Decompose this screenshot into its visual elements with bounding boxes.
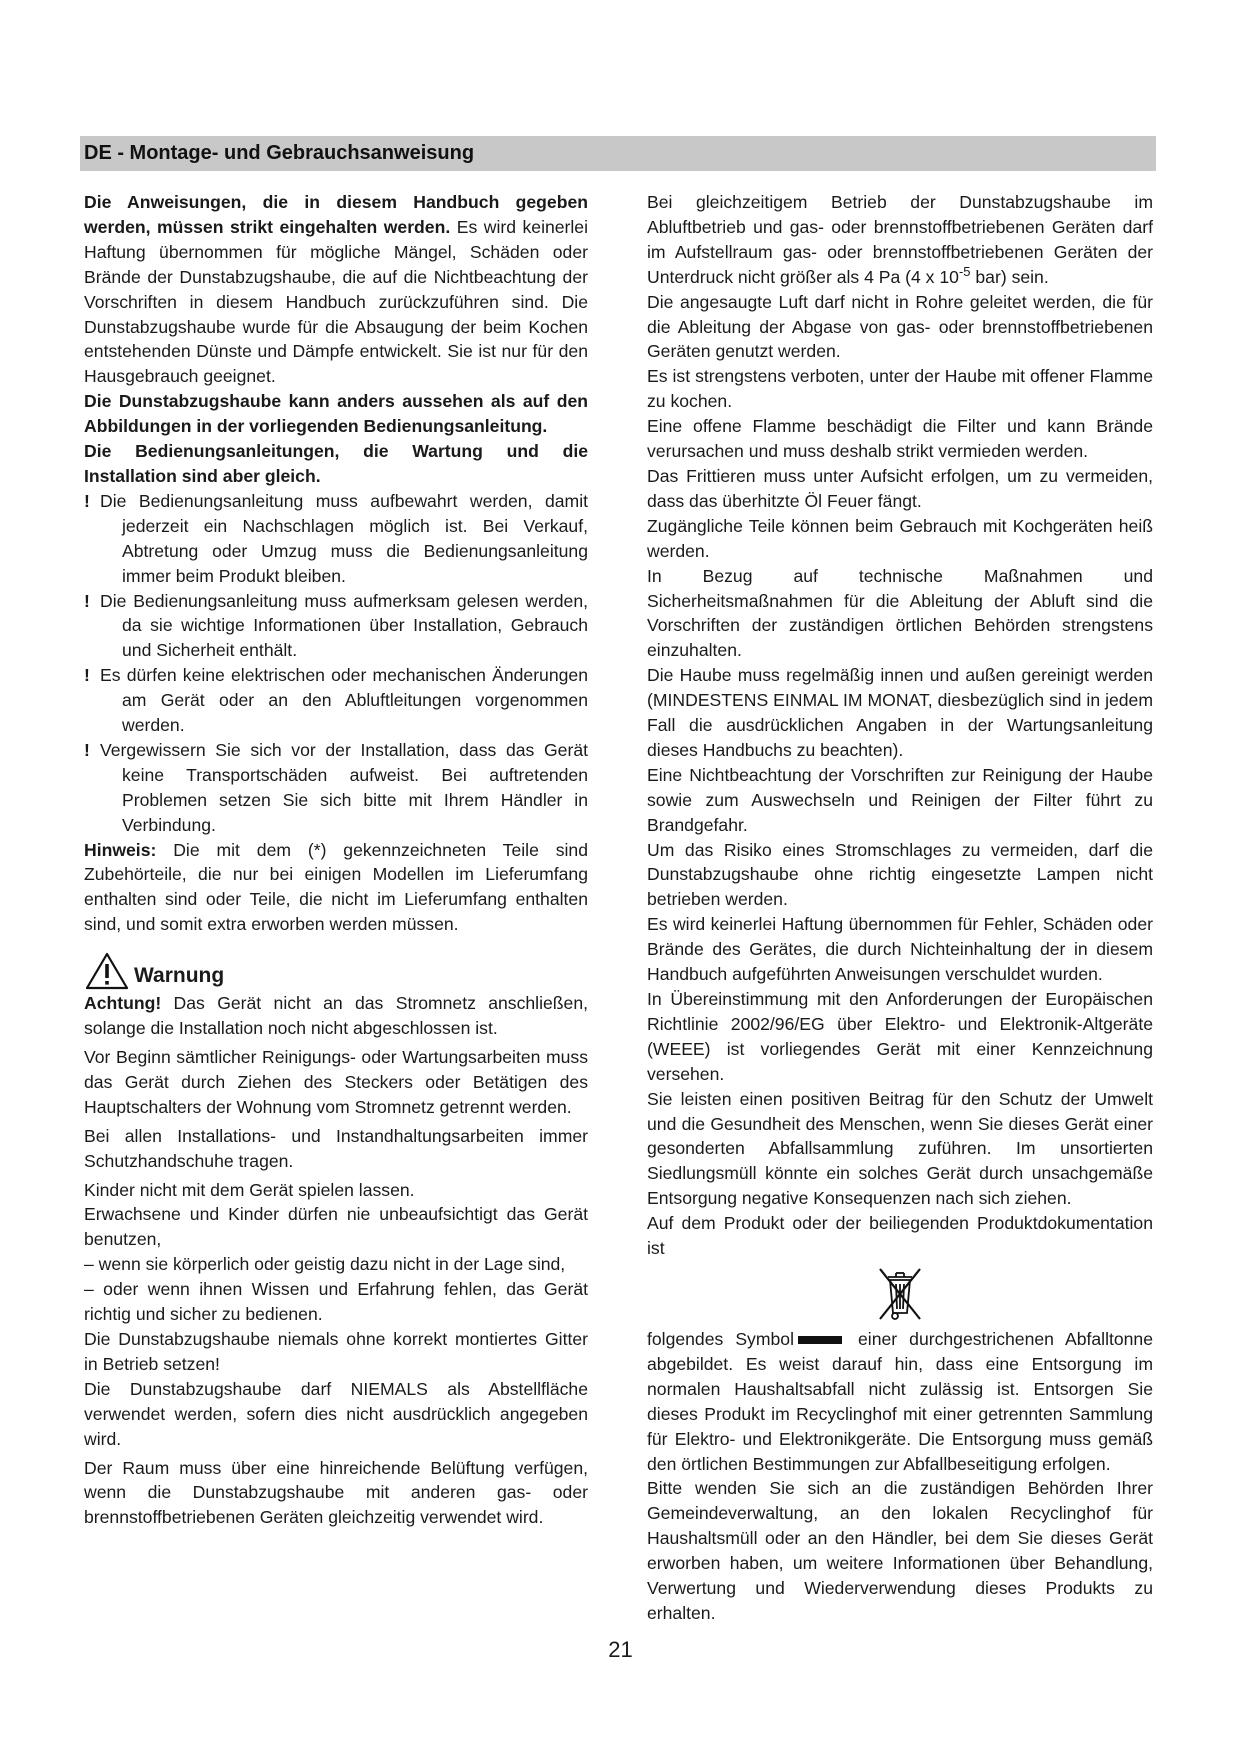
paragraph: Erwachsene und Kinder dürfen nie unbeaufsichtigt das Gerät benutzen,	[84, 1204, 588, 1250]
paragraph: Kinder nicht mit dem Gerät spielen lassen.	[84, 1179, 415, 1200]
right-column	[647, 190, 1153, 1626]
symbol-bar-icon	[798, 1336, 842, 1344]
warning-title: Warnung	[134, 963, 225, 987]
paragraph: Vor Beginn sämtlicher Reinigungs- oder Wartungsarbeiten muss das Gerät durch Ziehen des Steckers oder Betätigen des Hauptschalters der Wohnung vom Stromnetz getrennt werden.	[84, 1047, 588, 1117]
paragraph: Die Dunstabzugshaube niemals ohne korrekt montiertes Gitter in Betrieb setzen!	[84, 1328, 588, 1374]
page-number: 21	[608, 1637, 633, 1662]
paragraph: Eine Nichtbeachtung der Vorschriften zur Reinigung der Haube sowie zum Auswechseln und Reinigen der Filter führt zu Brandgefahr.	[647, 764, 1153, 835]
left-column	[84, 190, 588, 1530]
intro-bold: Die Anweisungen, die in diesem Handbuch gegeben werden, müssen strikt eingehalten werden.	[84, 192, 588, 237]
paragraph: Der Raum muss über eine hinreichende Belüftung verfügen, wenn die Dunstabzugshaube mit anderen gas- oder brennstoffbetriebenen Geräten gleichzeitig verwendet wird.	[84, 1457, 588, 1528]
paragraph: In Übereinstimmung mit den Anforderungen der Europäischen Richtlinie 2002/96/EG über Elektro- und Elektronik-Altgeräte (WEEE) ist vorliegendes Gerät mit einer Kennzeichnung versehen.	[647, 989, 1153, 1084]
exclamation-icon: !	[84, 739, 90, 760]
bullet-item: ! Es dürfen keine elektrischen oder mechanischen Änderungen am Gerät oder an den Abluftleitungen vorgenommen werden.	[84, 665, 588, 736]
paragraph: – wenn sie körperlich oder geistig dazu nicht in der Lage sind,	[84, 1254, 566, 1275]
warning-heading	[84, 951, 588, 991]
appearance-note: Die Dunstabzugshaube kann anders aussehen als auf den Abbildungen in der vorliegenden Bedienungsanleitung.	[84, 391, 588, 437]
note-paragraph: Hinweis: Die mit dem (*) gekennzeichneten Teile sind Zubehörteile, die nur bei einigen Modellen im Lieferumfang enthalten sind oder Teile, die nicht im Lieferumfang enthalten sind, und somit extra erworben werden müssen.	[84, 839, 588, 935]
paragraph: Das Frittieren muss unter Aufsicht erfolgen, um zu vermeiden, dass das überhitzte Öl Feuer fängt.	[647, 465, 1153, 511]
paragraph: Sie leisten einen positiven Beitrag für den Schutz der Umwelt und die Gesundheit des Menschen, wenn Sie dieses Gerät einer gesonderten Abfallsammlung zuführen. Im unsortierten Siedlungsmüll könnte ein solches Gerät durch unsachgemäße Entsorgung negative Konsequenzen nach sich ziehen.	[647, 1088, 1153, 1209]
paragraph: Es wird keinerlei Haftung übernommen für Fehler, Schäden oder Brände des Gerätes, die durch Nichteinhaltung der in diesem Handbuch aufgeführten Anweisungen verschuldet wurden.	[647, 914, 1153, 985]
exclamation-icon: !	[84, 490, 90, 511]
bullet-item: ! Die Bedienungsanleitung muss aufmerksam gelesen werden, da sie wichtige Informationen über Installation, Gebrauch und Sicherheit enthält.	[84, 590, 588, 661]
same-instructions-note: Die Bedienungsanleitungen, die Wartung und die Installation sind aber gleich.	[84, 441, 588, 486]
crossed-out-bin-icon	[874, 1265, 926, 1323]
paragraph: Die Dunstabzugshaube darf NIEMALS als Abstellfläche verwendet werden, sofern dies nicht ausdrücklich angegeben wird.	[84, 1378, 588, 1449]
paragraph: Bei allen Installations- und Instandhaltungsarbeiten immer Schutzhandschuhe tragen.	[84, 1125, 588, 1171]
paragraph: – oder wenn ihnen Wissen und Erfahrung fehlen, das Gerät richtig und sicher zu bedienen.	[84, 1279, 588, 1325]
symbol-paragraph: folgendes Symbol einer durchgestrichenen Abfalltonne abgebildet. Es weist darauf hin, dass eine Entsorgung im normalen Haushaltsabfall nicht zulässig ist. Entsorgen Sie dieses Produkt im Recyclinghof mit einer getrennten Sammlung für Elektro- und Elektronikgeräte. Die Entsorgung muss gemäß den örtlichen Bestimmungen zur Abfallbeseitigung erfolgen.	[647, 1328, 1154, 1474]
weee-symbol	[647, 1265, 1153, 1327]
exponent: -5	[958, 263, 971, 279]
attention-label: Achtung!	[84, 993, 162, 1014]
paragraph: Zugängliche Teile können beim Gebrauch mit Kochgeräten heiß werden.	[647, 515, 1153, 561]
paragraph: Auf dem Produkt oder der beiliegenden Produktdokumentation ist	[647, 1213, 1153, 1259]
paragraph: In Bezug auf technische Maßnahmen und Sicherheitsmaßnahmen für die Ableitung der Abluft sind die Vorschriften der zuständigen örtlichen Behörden strengstens einzuhalten.	[647, 565, 1153, 661]
exclamation-icon: !	[84, 665, 90, 686]
intro-paragraph	[84, 190, 588, 389]
exclamation-icon: !	[84, 590, 90, 611]
paragraph: Die Haube muss regelmäßig innen und außen gereinigt werden (MINDESTENS EINMAL IM MONAT, diesbezüglich sind in jedem Fall die ausdrücklichen Angaben in der Wartungsanleitung dieses Handbuchs zu beachten).	[647, 665, 1153, 760]
paragraph: Es ist strengstens verboten, unter der Haube mit offener Flamme zu kochen.	[647, 366, 1153, 412]
pressure-paragraph: Bei gleichzeitigem Betrieb der Dunstabzugshaube im Abluftbetrieb und gas- oder brennstoffbetriebenen Geräten darf im Aufstellraum gas- oder brennstoffbetriebenen Geräten der Unterdruck nicht größer als 4 Pa (4 x $10^{-5}$ bar) sein.	[647, 192, 1153, 287]
section-header: DE - Montage- und Gebrauchsanweisung	[80, 136, 1156, 171]
paragraph: Die angesaugte Luft darf nicht in Rohre geleitet werden, die für die Ableitung der Abgase von gas- oder brennstoffbetriebenen Geräten genutzt werden.	[647, 291, 1153, 362]
paragraph: Um das Risiko eines Stromschlages zu vermeiden, darf die Dunstabzugshaube ohne richtig eingesetzte Lampen nicht betrieben werden.	[647, 839, 1153, 910]
intro-text: Es wird keinerlei Haftung übernommen für mögliche Mängel, Schäden oder Brände der Dunstabzugshaube, die auf die Nichtbeachtung der Vorschriften in diesem Handbuch zurückzuführen sind. Die Dunstabzugshaube wurde für die Absaugung der beim Kochen entstehenden Dünste und Dämpfe entwickelt. Sie ist nur für den Hausgebrauch geeignet.	[84, 216, 589, 387]
paragraph: Bitte wenden Sie sich an die zuständigen Behörden Ihrer Gemeindeverwaltung, an den lokalen Recyclinghof für Haushaltsmüll oder an den Händler, bei dem Sie dieses Gerät erworben haben, um weitere Informationen über Behandlung, Verwertung und Wiederverwendung dieses Produkts zu erhalten.	[647, 1478, 1153, 1623]
warning-triangle-icon	[84, 951, 130, 991]
attention-paragraph: Achtung! Das Gerät nicht an das Stromnetz anschließen, solange die Installation noch nicht abgeschlossen ist.	[84, 993, 588, 1039]
bullet-item: ! Die Bedienungsanleitung muss aufbewahrt werden, damit jederzeit ein Nachschlagen möglich ist. Bei Verkauf, Abtretung oder Umzug muss die Bedienungsanleitung immer beim Produkt bleiben.	[84, 490, 588, 586]
bullet-item: ! Vergewissern Sie sich vor der Installation, dass das Gerät keine Transportschäden aufweist. Bei auftretenden Problemen setzen Sie sich bitte mit Ihrem Händler in Verbindung.	[84, 739, 588, 835]
note-label: Hinweis:	[84, 839, 157, 860]
paragraph: Eine offene Flamme beschädigt die Filter und kann Brände verursachen und muss deshalb strikt vermieden werden.	[647, 416, 1153, 462]
